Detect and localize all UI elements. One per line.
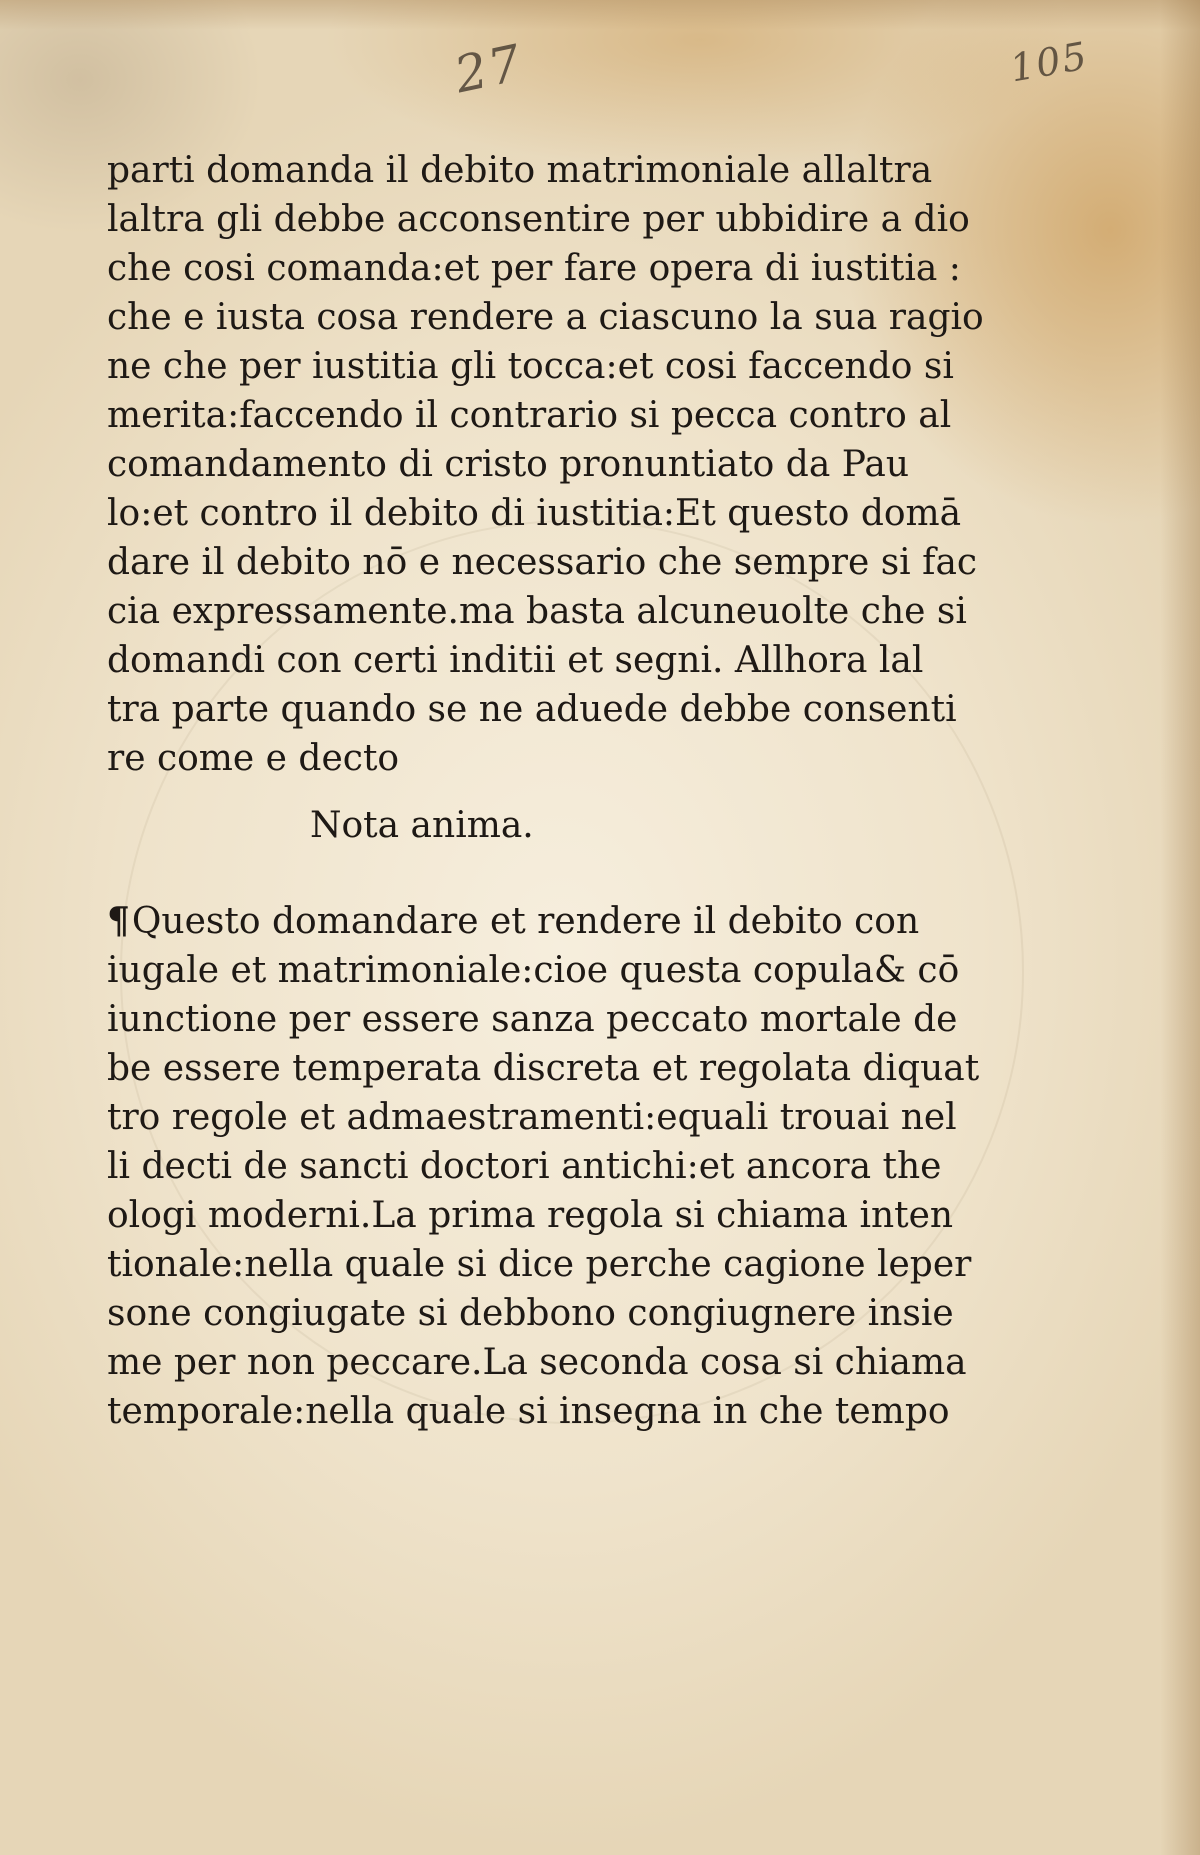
text-line: dare il debito nō e necessario che sempre si fac xyxy=(107,542,978,583)
text-line xyxy=(107,897,920,946)
text-line: li decti de sancti doctori antichi:et ancora the xyxy=(107,1146,942,1187)
text-line: tra parte quando se ne aduede debbe consenti xyxy=(107,689,957,730)
text-line: sone congiugate si debbono congiugnere insie xyxy=(107,1293,954,1334)
text-line: temporale:nella quale si insegna in che tempo xyxy=(107,1391,950,1432)
section-heading: Nota anima. xyxy=(310,805,534,846)
text-line: cia expressamente.ma basta alcuneuolte che si xyxy=(107,591,967,632)
text-line: be essere temperata discreta et regolata diquat xyxy=(107,1048,980,1089)
text-line: tro regole et admaestramenti:equali trouai nel xyxy=(107,1097,957,1138)
page-top-edge-stain xyxy=(0,0,1200,30)
text-line: comandamento di cristo pronuntiato da Pau xyxy=(107,444,910,485)
text-line: laltra gli debbe acconsentire per ubbidire a dio xyxy=(107,199,970,240)
text-line: iugale et matrimoniale:cioe questa copula& cō xyxy=(107,950,960,991)
paragraph-1 xyxy=(107,146,984,783)
text-line: che e iusta cosa rendere a ciascuno la sua ragio xyxy=(107,297,984,338)
text-line: iunctione per essere sanza peccato mortale de xyxy=(107,999,958,1040)
text-line: parti domanda il debito matrimoniale allaltra xyxy=(107,150,933,191)
text-line: ologi moderni.La prima regola si chiama inten xyxy=(107,1195,954,1236)
text-line: me per non peccare.La seconda cosa si chiama xyxy=(107,1342,967,1383)
text-line: tionale:nella quale si dice perche cagione leper xyxy=(107,1244,972,1285)
handwritten-folio-number: 27 xyxy=(449,33,528,105)
text-line-content: Questo domandare et rendere il debito con xyxy=(131,901,920,942)
handwritten-page-number: 105 xyxy=(1006,33,1092,91)
text-line: che cosi comanda:et per fare opera di iustitia : xyxy=(107,248,961,289)
paragraph-2 xyxy=(107,897,980,1436)
text-line: lo:et contro il debito di iustitia:Et questo domā xyxy=(107,493,962,534)
text-line: ne che per iustitia gli tocca:et cosi faccendo si xyxy=(107,346,954,387)
text-line: re come e decto xyxy=(107,738,400,779)
text-line: merita:faccendo il contrario si pecca contro al xyxy=(107,395,952,436)
pilcrow-mark: ¶ xyxy=(107,900,130,942)
page-right-edge-stain xyxy=(1160,0,1200,1855)
text-line: domandi con certi inditii et segni. Allhora lal xyxy=(107,640,924,681)
